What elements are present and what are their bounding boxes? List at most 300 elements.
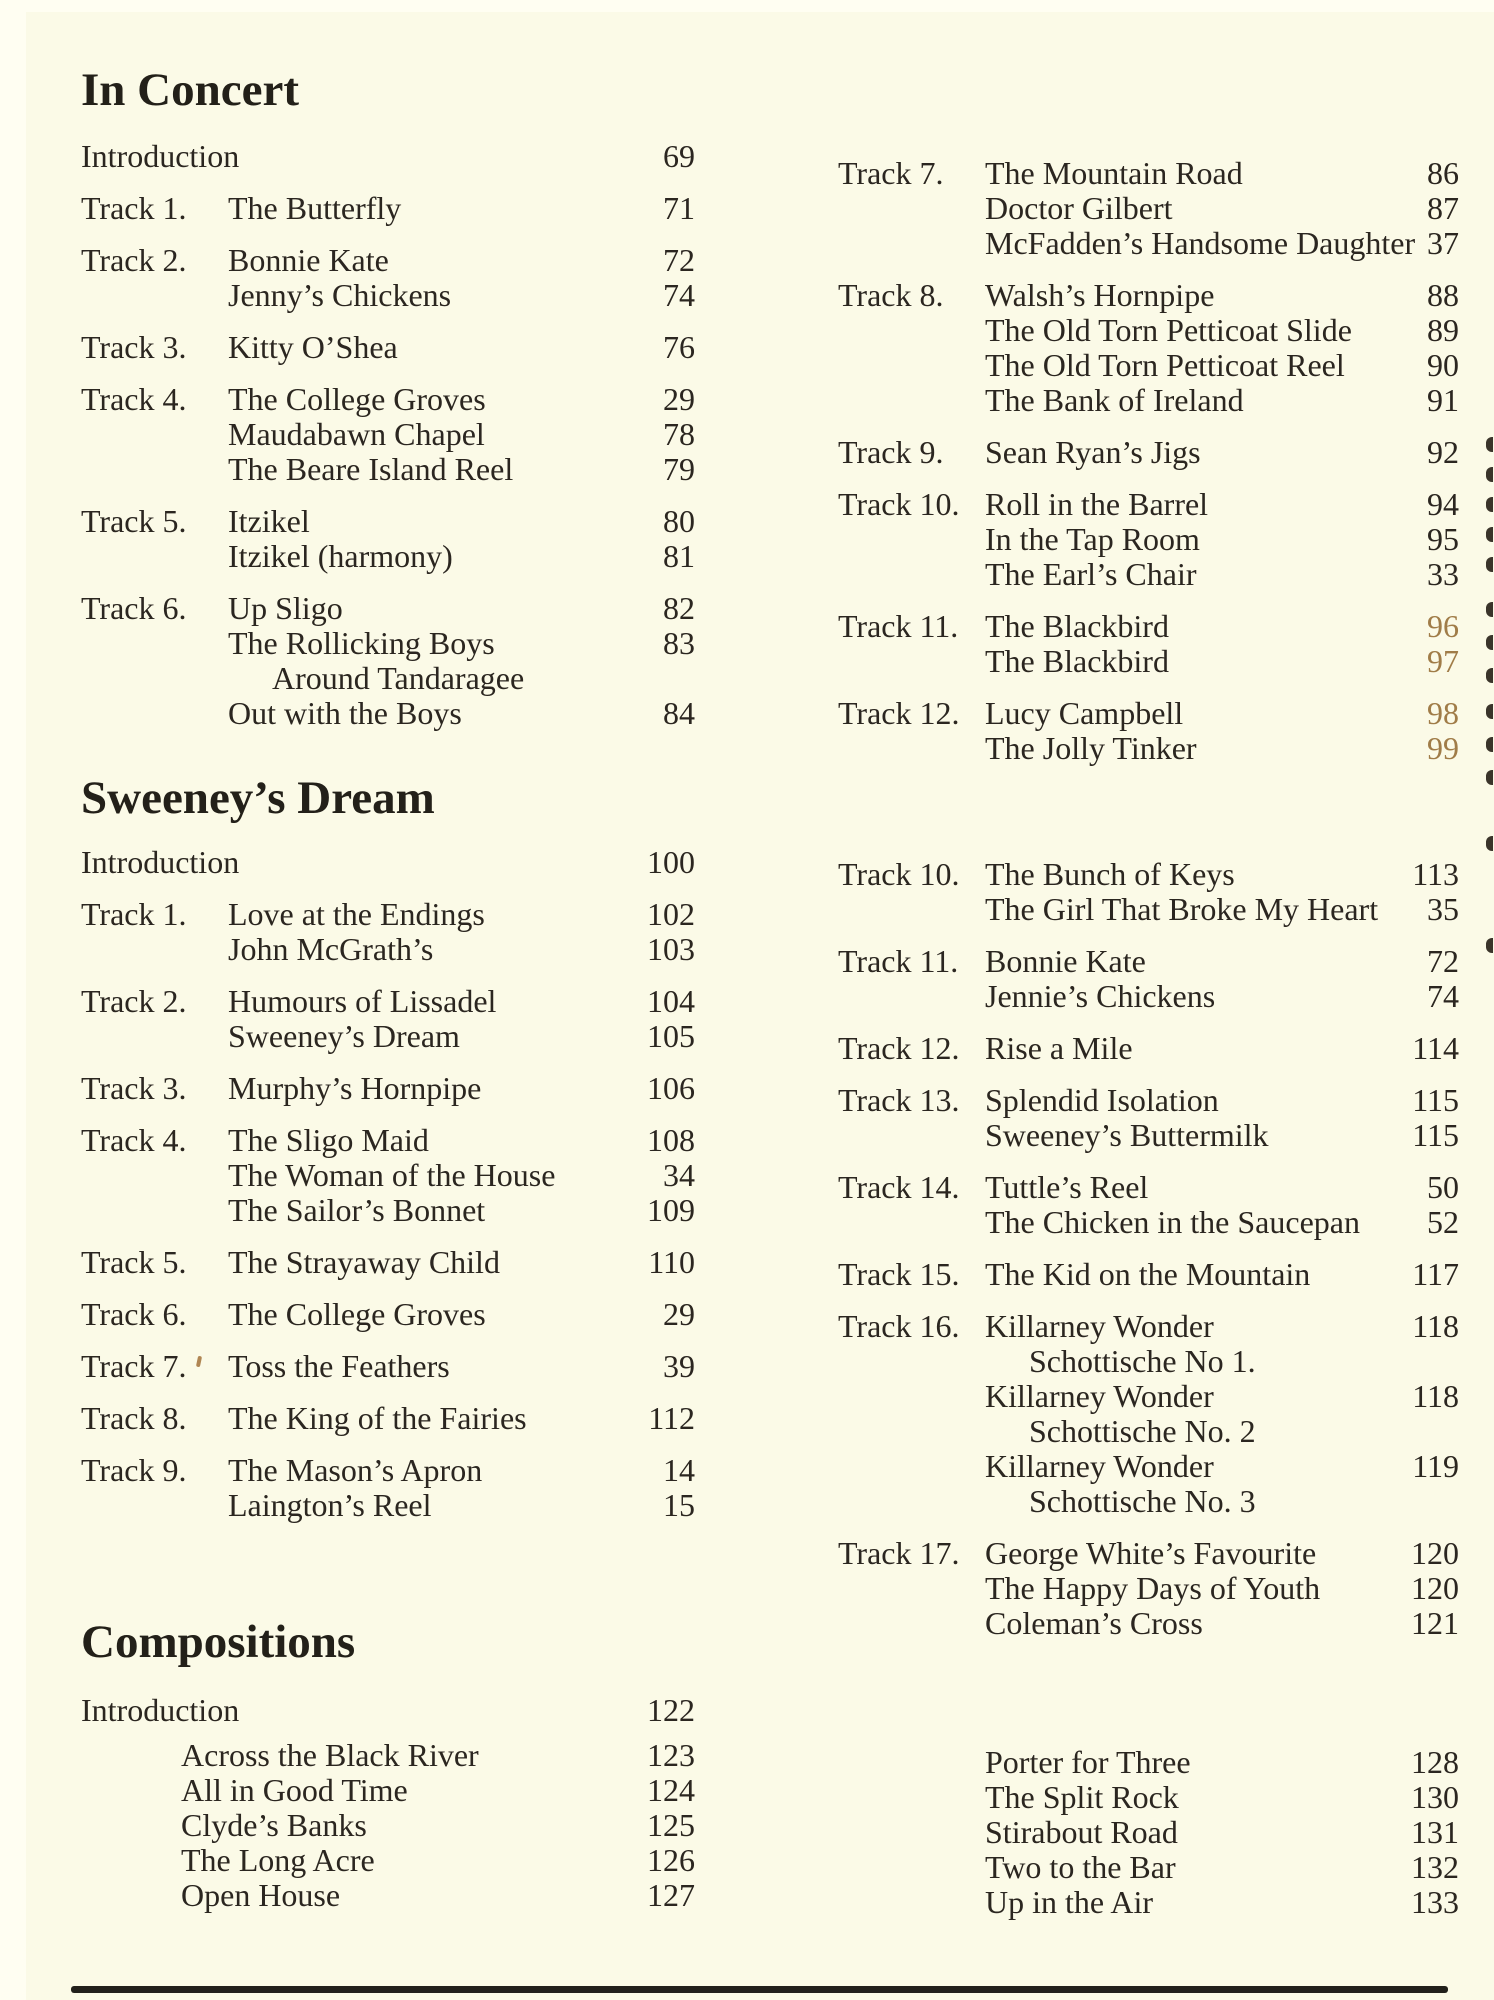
page-number: 109 bbox=[647, 1192, 695, 1228]
page-number: 74 bbox=[1427, 978, 1459, 1014]
page-number: 114 bbox=[1412, 1030, 1459, 1066]
track-label bbox=[838, 191, 985, 226]
tune-title: Schottische No. 2 bbox=[1029, 1413, 1256, 1449]
track-label: Track 9. bbox=[838, 434, 944, 470]
toc-row bbox=[81, 1349, 695, 1384]
page-edge-artifact bbox=[1486, 836, 1493, 851]
introduction-label: Introduction bbox=[81, 844, 240, 880]
toc-row bbox=[838, 1118, 1459, 1153]
toc-row bbox=[838, 1571, 1459, 1606]
track-label: Track 11. bbox=[838, 608, 959, 644]
page-number: 120 bbox=[1411, 1535, 1459, 1571]
toc-row bbox=[81, 539, 695, 574]
tune-title: Sweeney’s Dream bbox=[228, 1018, 460, 1054]
toc-row bbox=[838, 857, 1459, 892]
toc-row bbox=[81, 1878, 695, 1913]
toc-row bbox=[838, 1344, 1459, 1379]
track-label: Track 1. bbox=[81, 896, 187, 932]
page-number: 117 bbox=[1412, 1256, 1459, 1292]
tune-title: Toss the Feathers bbox=[228, 1348, 450, 1384]
page-number: 100 bbox=[647, 844, 695, 880]
page-number: 124 bbox=[647, 1772, 695, 1808]
toc-row bbox=[838, 609, 1459, 644]
tune-title: The Beare Island Reel bbox=[228, 451, 514, 487]
page-number: 123 bbox=[647, 1737, 695, 1773]
page-number: 71 bbox=[663, 190, 695, 226]
track-label: Track 3. bbox=[81, 329, 187, 365]
tune-title: Across the Black River bbox=[181, 1737, 479, 1773]
section-title-compositions: Compositions bbox=[81, 1616, 356, 1668]
page-number: 125 bbox=[647, 1807, 695, 1843]
tune-title: The Chicken in the Saucepan bbox=[985, 1204, 1360, 1240]
in-concert-right-column bbox=[838, 139, 1459, 766]
tune-title: Out with the Boys bbox=[228, 695, 462, 731]
toc-row bbox=[838, 278, 1459, 313]
toc-row bbox=[81, 845, 695, 880]
track-label bbox=[838, 1885, 985, 1920]
track-label bbox=[838, 383, 985, 418]
toc-row bbox=[838, 557, 1459, 592]
page-number: 76 bbox=[663, 329, 695, 365]
tune-title: Clyde’s Banks bbox=[181, 1807, 367, 1843]
page-number: 104 bbox=[647, 983, 695, 1019]
tune-title: The Happy Days of Youth bbox=[985, 1570, 1321, 1606]
tune-title: Up in the Air bbox=[985, 1884, 1153, 1920]
page-number bbox=[1415, 1414, 1459, 1449]
tune-title: The Blackbird bbox=[985, 608, 1169, 644]
toc-row bbox=[81, 191, 695, 226]
toc-row bbox=[838, 1850, 1459, 1885]
page-number: 130 bbox=[1411, 1779, 1459, 1815]
toc-row bbox=[838, 1309, 1459, 1344]
page-edge-artifact bbox=[1486, 437, 1493, 452]
page-number: 131 bbox=[1411, 1814, 1459, 1850]
page-number: 122 bbox=[647, 1692, 695, 1728]
page-number: 83 bbox=[663, 625, 695, 661]
track-label: Track 10. bbox=[838, 856, 960, 892]
page-edge-artifact bbox=[1486, 527, 1493, 542]
tune-title: Splendid Isolation bbox=[985, 1082, 1219, 1118]
toc-row bbox=[81, 897, 695, 932]
track-label: Track 6. bbox=[81, 1296, 187, 1332]
track-label bbox=[838, 1449, 985, 1484]
tune-title: The Sligo Maid bbox=[228, 1122, 429, 1158]
track-label bbox=[838, 1780, 985, 1815]
page-number: 87 bbox=[1427, 190, 1459, 226]
track-label: Track 13. bbox=[838, 1082, 960, 1118]
track-label bbox=[838, 731, 985, 766]
page-edge-artifact bbox=[1486, 557, 1493, 572]
scan-margin-left bbox=[0, 0, 26, 2000]
track-label bbox=[838, 1379, 985, 1414]
track-label bbox=[838, 313, 985, 348]
page-number: 110 bbox=[648, 1244, 695, 1280]
track-label bbox=[81, 932, 228, 967]
tune-title: The Earl’s Chair bbox=[985, 556, 1197, 592]
tune-title: Tuttle’s Reel bbox=[985, 1169, 1149, 1205]
page-number: 128 bbox=[1411, 1744, 1459, 1780]
page-number: 95 bbox=[1427, 521, 1459, 557]
toc-row bbox=[838, 1083, 1459, 1118]
toc-row bbox=[838, 944, 1459, 979]
track-label bbox=[838, 1344, 985, 1379]
page-number: 113 bbox=[1412, 856, 1459, 892]
page-number: 79 bbox=[663, 451, 695, 487]
toc-row bbox=[81, 1193, 695, 1228]
toc-row bbox=[838, 1205, 1459, 1240]
page-number: 72 bbox=[1427, 943, 1459, 979]
toc-row bbox=[838, 226, 1459, 261]
tune-title: McFadden’s Handsome Daughter bbox=[985, 225, 1416, 261]
page-number: 69 bbox=[663, 138, 695, 174]
tune-title: Laington’s Reel bbox=[228, 1487, 432, 1523]
page-number: 33 bbox=[1427, 556, 1459, 592]
toc-row bbox=[81, 696, 695, 731]
tune-title: Murphy’s Hornpipe bbox=[228, 1070, 482, 1106]
tune-title: The Old Torn Petticoat Slide bbox=[985, 312, 1352, 348]
toc-row bbox=[838, 1745, 1459, 1780]
toc-row bbox=[81, 984, 695, 1019]
page-number: 127 bbox=[647, 1877, 695, 1913]
page-edge-artifact bbox=[1486, 938, 1493, 953]
tune-title: The Rollicking Boys bbox=[228, 625, 495, 661]
tune-title: The Split Rock bbox=[985, 1779, 1179, 1815]
track-label: Track 17. bbox=[838, 1535, 960, 1571]
toc-row bbox=[81, 1245, 695, 1280]
tune-title: John McGrath’s bbox=[228, 931, 434, 967]
toc-row bbox=[838, 731, 1459, 766]
track-label: Track 2. bbox=[81, 242, 187, 278]
page-number: 99 bbox=[1427, 730, 1459, 766]
page-number: 81 bbox=[663, 538, 695, 574]
track-label: Track 9. bbox=[81, 1452, 187, 1488]
track-label bbox=[838, 1414, 985, 1449]
track-label: Track 11. bbox=[838, 943, 959, 979]
page-number: 52 bbox=[1427, 1204, 1459, 1240]
tune-title: Itzikel (harmony) bbox=[228, 538, 453, 574]
toc-row bbox=[81, 932, 695, 967]
toc-row bbox=[838, 313, 1459, 348]
sweeneys-dream-right-column bbox=[838, 840, 1459, 1641]
tune-title: The Mason’s Apron bbox=[228, 1452, 483, 1488]
page-number: 91 bbox=[1427, 382, 1459, 418]
tune-title: Maudabawn Chapel bbox=[228, 416, 485, 452]
tune-title: The College Groves bbox=[228, 1296, 486, 1332]
tune-title: Killarney Wonder bbox=[985, 1448, 1214, 1484]
track-label bbox=[81, 417, 228, 452]
toc-row bbox=[838, 487, 1459, 522]
tune-title: All in Good Time bbox=[181, 1772, 408, 1808]
track-label bbox=[838, 1484, 985, 1519]
page-number: 133 bbox=[1411, 1884, 1459, 1920]
page-number: 37 bbox=[1427, 225, 1459, 261]
tune-title: Bonnie Kate bbox=[985, 943, 1146, 979]
page-number: 80 bbox=[663, 503, 695, 539]
page-number: 50 bbox=[1427, 1169, 1459, 1205]
page-number: 118 bbox=[1412, 1378, 1459, 1414]
track-label bbox=[838, 226, 985, 261]
page-number: 115 bbox=[1412, 1082, 1459, 1118]
page-number: 105 bbox=[647, 1018, 695, 1054]
track-label: Track 12. bbox=[838, 695, 960, 731]
compositions-left-column bbox=[81, 1693, 695, 1913]
toc-row bbox=[838, 1379, 1459, 1414]
tune-title: Walsh’s Hornpipe bbox=[985, 277, 1215, 313]
toc-row bbox=[81, 243, 695, 278]
page-number: 92 bbox=[1427, 434, 1459, 470]
toc-row bbox=[81, 1158, 695, 1193]
tune-title: Humours of Lissadel bbox=[228, 983, 497, 1019]
track-label bbox=[838, 1606, 985, 1641]
page-number: 102 bbox=[647, 896, 695, 932]
track-label bbox=[81, 452, 228, 487]
introduction-label: Introduction bbox=[81, 138, 240, 174]
page-edge-artifact bbox=[1486, 770, 1493, 785]
tune-title: Coleman’s Cross bbox=[985, 1605, 1203, 1641]
track-label: Track 8. bbox=[838, 277, 944, 313]
track-label bbox=[81, 1488, 228, 1523]
tune-title: The Mountain Road bbox=[985, 155, 1243, 191]
track-label: Track 5. bbox=[81, 1244, 187, 1280]
toc-row bbox=[838, 1257, 1459, 1292]
tune-title: Bonnie Kate bbox=[228, 242, 389, 278]
page-edge-artifact bbox=[1486, 497, 1493, 512]
toc-row bbox=[81, 1297, 695, 1332]
page-number: 86 bbox=[1427, 155, 1459, 191]
track-label: Track 12. bbox=[838, 1030, 960, 1066]
page-number: 112 bbox=[648, 1400, 695, 1436]
track-label bbox=[838, 1815, 985, 1850]
toc-row bbox=[81, 139, 695, 174]
page-edge-artifact bbox=[1486, 704, 1493, 719]
toc-row bbox=[81, 452, 695, 487]
track-label: Track 15. bbox=[838, 1256, 960, 1292]
section-title-sweeneys-dream: Sweeney’s Dream bbox=[81, 772, 435, 824]
page-number: 14 bbox=[663, 1452, 695, 1488]
page-edge-artifact bbox=[1486, 602, 1493, 617]
tune-title: The Sailor’s Bonnet bbox=[228, 1192, 486, 1228]
tune-title: Around Tandaragee bbox=[272, 660, 525, 696]
toc-row bbox=[81, 591, 695, 626]
toc-row bbox=[81, 626, 695, 661]
track-label bbox=[838, 892, 985, 927]
track-label: Track 5. bbox=[81, 503, 187, 539]
track-label bbox=[838, 644, 985, 679]
tune-title: Lucy Campbell bbox=[985, 695, 1184, 731]
tune-title: Schottische No 1. bbox=[1029, 1343, 1256, 1379]
page-number bbox=[651, 661, 695, 696]
toc-row bbox=[838, 1484, 1459, 1519]
tune-title: The King of the Fairies bbox=[228, 1400, 527, 1436]
page-number: 97 bbox=[1427, 643, 1459, 679]
toc-row bbox=[81, 504, 695, 539]
page-number: 132 bbox=[1411, 1849, 1459, 1885]
page-number: 72 bbox=[663, 242, 695, 278]
tune-title: The Girl That Broke My Heart bbox=[985, 891, 1379, 927]
introduction-label: Introduction bbox=[81, 1692, 240, 1728]
toc-row bbox=[838, 348, 1459, 383]
tune-title: The College Groves bbox=[228, 381, 486, 417]
tune-title: Sean Ryan’s Jigs bbox=[985, 434, 1201, 470]
tune-title: The Kid on the Mountain bbox=[985, 1256, 1311, 1292]
tune-title: George White’s Favourite bbox=[985, 1535, 1317, 1571]
sweeneys-dream-left-column bbox=[81, 845, 695, 1523]
track-label bbox=[81, 1843, 181, 1878]
page-number: 103 bbox=[647, 931, 695, 967]
toc-row bbox=[838, 191, 1459, 226]
page-number: 126 bbox=[647, 1842, 695, 1878]
toc-row bbox=[838, 1815, 1459, 1850]
section-title-in-concert: In Concert bbox=[81, 64, 299, 116]
track-label bbox=[81, 539, 228, 574]
tune-title: Up Sligo bbox=[228, 590, 343, 626]
page-edge-artifact bbox=[1486, 467, 1493, 482]
scan-bottom-line bbox=[71, 1986, 1448, 1993]
page-edge-artifact bbox=[1486, 635, 1493, 650]
track-label bbox=[838, 1850, 985, 1885]
track-label: Track 4. bbox=[81, 381, 187, 417]
track-label: Track 16. bbox=[838, 1308, 960, 1344]
toc-row bbox=[81, 417, 695, 452]
track-label bbox=[838, 348, 985, 383]
toc-row bbox=[838, 1536, 1459, 1571]
page-edge-artifact bbox=[1486, 737, 1493, 752]
page-number: 108 bbox=[647, 1122, 695, 1158]
page-number: 29 bbox=[663, 381, 695, 417]
track-label bbox=[81, 278, 228, 313]
toc-row bbox=[838, 979, 1459, 1014]
toc-row bbox=[838, 1449, 1459, 1484]
track-label bbox=[838, 1118, 985, 1153]
track-label: Track 6. bbox=[81, 590, 187, 626]
page-number: 35 bbox=[1427, 891, 1459, 927]
page-number: 94 bbox=[1427, 486, 1459, 522]
track-label bbox=[81, 696, 228, 731]
track-label: Track 7. bbox=[838, 155, 944, 191]
compositions-right-column bbox=[838, 1745, 1459, 1920]
page-number: 98 bbox=[1427, 695, 1459, 731]
toc-row bbox=[81, 1738, 695, 1773]
track-label bbox=[81, 661, 228, 696]
tune-title: The Strayaway Child bbox=[228, 1244, 500, 1280]
track-label bbox=[81, 1158, 228, 1193]
page-number: 82 bbox=[663, 590, 695, 626]
toc-row bbox=[838, 435, 1459, 470]
page-number: 29 bbox=[663, 1296, 695, 1332]
page-number bbox=[1415, 1344, 1459, 1379]
track-label: Track 3. bbox=[81, 1070, 187, 1106]
toc-row bbox=[81, 1693, 695, 1728]
toc-row bbox=[838, 1031, 1459, 1066]
page-edge-artifact bbox=[1486, 668, 1493, 683]
page-number: 115 bbox=[1412, 1117, 1459, 1153]
tune-title: Love at the Endings bbox=[228, 896, 485, 932]
toc-row bbox=[81, 1401, 695, 1436]
tune-title: Sweeney’s Buttermilk bbox=[985, 1117, 1269, 1153]
tune-title: Rise a Mile bbox=[985, 1030, 1133, 1066]
toc-row bbox=[81, 1808, 695, 1843]
track-label bbox=[81, 1808, 181, 1843]
track-label bbox=[81, 1773, 181, 1808]
page-number: 90 bbox=[1427, 347, 1459, 383]
tune-title: Doctor Gilbert bbox=[985, 190, 1173, 226]
track-label bbox=[81, 1738, 181, 1773]
track-label: Track 14. bbox=[838, 1169, 960, 1205]
tune-title: Kitty O’Shea bbox=[228, 329, 398, 365]
toc-row bbox=[838, 1414, 1459, 1449]
toc-row bbox=[81, 661, 695, 696]
page-number: 120 bbox=[1411, 1570, 1459, 1606]
track-label bbox=[838, 1205, 985, 1240]
toc-row bbox=[81, 382, 695, 417]
toc-row bbox=[81, 1843, 695, 1878]
tune-title: Jennie’s Chickens bbox=[985, 978, 1216, 1014]
toc-row bbox=[838, 156, 1459, 191]
tune-title: Jenny’s Chickens bbox=[228, 277, 452, 313]
track-label: Track 1. bbox=[81, 190, 187, 226]
tune-title: The Bunch of Keys bbox=[985, 856, 1235, 892]
toc-row bbox=[81, 330, 695, 365]
page-number: 15 bbox=[663, 1487, 695, 1523]
toc-row bbox=[81, 1123, 695, 1158]
track-label bbox=[81, 1878, 181, 1913]
toc-row bbox=[838, 644, 1459, 679]
track-label bbox=[81, 1193, 228, 1228]
toc-row bbox=[838, 1606, 1459, 1641]
track-label bbox=[838, 979, 985, 1014]
tune-title: Killarney Wonder bbox=[985, 1308, 1214, 1344]
track-label: Track 2. bbox=[81, 983, 187, 1019]
tune-title: The Woman of the House bbox=[228, 1157, 556, 1193]
toc-row bbox=[81, 1071, 695, 1106]
tune-title: Stirabout Road bbox=[985, 1814, 1178, 1850]
toc-row bbox=[838, 696, 1459, 731]
tune-title: Porter for Three bbox=[985, 1744, 1191, 1780]
page-number: 106 bbox=[647, 1070, 695, 1106]
page-number: 78 bbox=[663, 416, 695, 452]
tune-title: The Long Acre bbox=[181, 1842, 375, 1878]
page-number: 39 bbox=[663, 1348, 695, 1384]
track-label bbox=[838, 1571, 985, 1606]
tune-title: The Jolly Tinker bbox=[985, 730, 1197, 766]
toc-row bbox=[838, 1780, 1459, 1815]
page-number: 74 bbox=[663, 277, 695, 313]
track-label bbox=[838, 522, 985, 557]
tune-title: In the Tap Room bbox=[985, 521, 1200, 557]
tune-title: The Bank of Ireland bbox=[985, 382, 1244, 418]
tune-title: Roll in the Barrel bbox=[985, 486, 1209, 522]
track-label bbox=[838, 1745, 985, 1780]
toc-row bbox=[81, 1773, 695, 1808]
tune-title: Itzikel bbox=[228, 503, 310, 539]
track-label bbox=[838, 557, 985, 592]
page-number: 96 bbox=[1427, 608, 1459, 644]
track-label bbox=[81, 1019, 228, 1054]
toc-row bbox=[81, 1019, 695, 1054]
track-label: Track 4. bbox=[81, 1122, 187, 1158]
track-label bbox=[81, 626, 228, 661]
tune-title: The Old Torn Petticoat Reel bbox=[985, 347, 1345, 383]
toc-row bbox=[838, 1885, 1459, 1920]
tune-title: Two to the Bar bbox=[985, 1849, 1176, 1885]
page-number: 121 bbox=[1411, 1605, 1459, 1641]
toc-row bbox=[838, 892, 1459, 927]
toc-row bbox=[81, 1453, 695, 1488]
tune-title: Schottische No. 3 bbox=[1029, 1483, 1256, 1519]
page-number: 88 bbox=[1427, 277, 1459, 313]
toc-row bbox=[81, 278, 695, 313]
scan-margin-top bbox=[0, 0, 1494, 12]
